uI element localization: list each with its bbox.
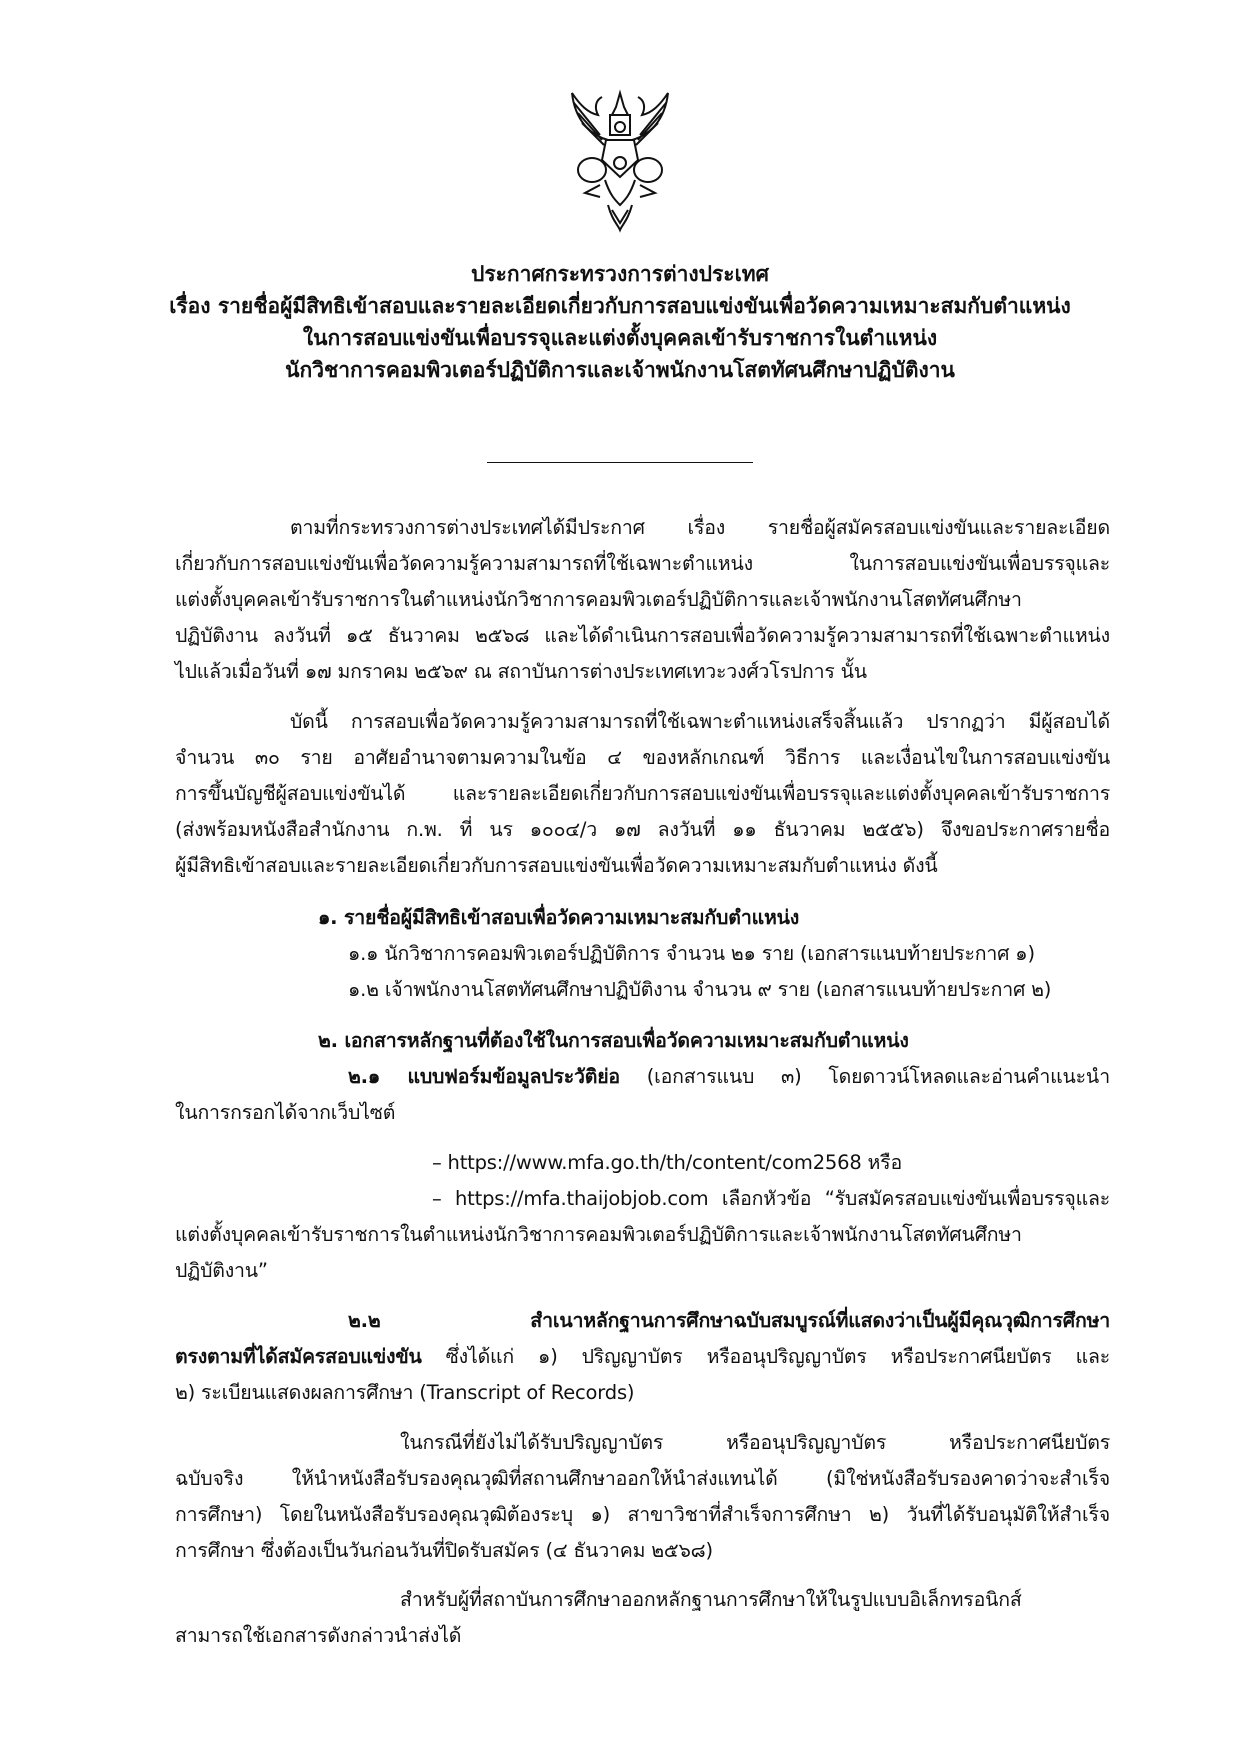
paragraph-line: สำหรับผู้ที่สถาบันการศึกษาออกหลักฐานการศึกษาให้ในรูปแบบอิเล็กทรอนิกส์: [400, 1588, 1022, 1611]
divider-rule: [487, 462, 753, 463]
paragraph-line: จำนวน ๓๐ ราย อาศัยอำนาจตามความในข้อ ๔ ของหลักเกณฑ์ วิธีการ และเงื่อนไขในการสอบแข่งขัน: [175, 746, 1110, 769]
paragraph-line: บัดนี้ การสอบเพื่อวัดความรู้ความสามารถที่ใช้เฉพาะตำแหน่งเสร็จสิ้นแล้ว ปรากฏว่า มีผู้สอบได้: [290, 710, 1110, 733]
link-thaijobjob[interactable]: – https://mfa.thaijobjob.com เลือกหัวข้อ “รับสมัครสอบแข่งขันเพื่อบรรจุและ: [432, 1187, 1110, 1210]
paragraph-line: ฉบับจริง ให้นำหนังสือรับรองคุณวุฒิที่สถานศึกษาออกให้นำส่งแทนได้ (มิใช่หนังสือรับรองคาดว่าจะสำเร็จ: [175, 1467, 1110, 1490]
section-2-item-1: [348, 1061, 1110, 1092]
emphasis-text: ตรงตามที่ได้สมัครสอบแข่งขัน: [175, 1345, 422, 1368]
link-mfa-content[interactable]: – https://www.mfa.go.th/th/content/com2568 หรือ: [432, 1151, 902, 1174]
section-2-item-2: ๒.๒ สำเนาหลักฐานการศึกษาฉบับสมบูรณ์ที่แสดงว่าเป็นผู้มีคุณวุฒิการศึกษา: [348, 1309, 1110, 1332]
section-1-item: ๑.๑ นักวิชาการคอมพิวเตอร์ปฏิบัติการ จำนวน ๒๑ ราย (เอกสารแนบท้ายประกาศ ๑): [348, 942, 1035, 965]
paragraph-line: ไปแล้วเมื่อวันที่ ๑๗ มกราคม ๒๕๖๙ ณ สถาบันการต่างประเทศเทวะวงศ์วโรปการ นั้น: [175, 660, 867, 683]
paragraph-line: ผู้มีสิทธิเข้าสอบและรายละเอียดเกี่ยวกับการสอบแข่งขันเพื่อวัดความเหมาะสมกับตำแหน่ง ดังนี้: [175, 854, 938, 877]
paragraph-line: แต่งตั้งบุคคลเข้ารับราชการในตำแหน่งนักวิชาการคอมพิวเตอร์ปฏิบัติการและเจ้าพนักงานโสตทัศนศึกษา: [175, 588, 1022, 611]
paragraph-line: สามารถใช้เอกสารดังกล่าวนำส่งได้: [175, 1624, 462, 1647]
item-title: ๒.๑ แบบฟอร์มข้อมูลประวัติย่อ: [348, 1065, 620, 1088]
paragraph-line: การศึกษา ซึ่งต้องเป็นวันก่อนวันที่ปิดรับสมัคร (๔ ธันวาคม ๒๕๖๘): [175, 1539, 713, 1562]
paragraph-line: การศึกษา) โดยในหนังสือรับรองคุณวุฒิต้องระบุ ๑) สาขาวิชาที่สำเร็จการศึกษา ๒) วันที่ได้รับอนุมัติให้สำเร็จ: [175, 1503, 1110, 1526]
paragraph-line: ตามที่กระทรวงการต่างประเทศได้มีประกาศ เรื่อง รายชื่อผู้สมัครสอบแข่งขันและรายละเอียด: [290, 516, 1110, 539]
subject-line: นักวิชาการคอมพิวเตอร์ปฏิบัติการและเจ้าพนักงานโสตทัศนศึกษาปฏิบัติงาน: [285, 358, 955, 382]
paragraph-line: [175, 1341, 1110, 1372]
subject-line: เรื่อง รายชื่อผู้มีสิทธิเข้าสอบและรายละเอียดเกี่ยวกับการสอบแข่งขันเพื่อวัดความเหมาะสมกับตำแหน่ง: [169, 294, 1071, 318]
paragraph-line: (ส่งพร้อมหนังสือสำนักงาน ก.พ. ที่ นร ๑๐๐๔/ว ๑๗ ลงวันที่ ๑๑ ธันวาคม ๒๕๕๖) จึงขอประกาศรายชื่อ: [175, 818, 1110, 841]
paragraph-line: ปฏิบัติงาน”: [175, 1259, 268, 1282]
plain-text: ซึ่งได้แก่ ๑) ปริญญาบัตร หรืออนุปริญญาบัตร หรือประกาศนียบัตร และ: [421, 1345, 1110, 1368]
paragraph-line: แต่งตั้งบุคคลเข้ารับราชการในตำแหน่งนักวิชาการคอมพิวเตอร์ปฏิบัติการและเจ้าพนักงานโสตทัศนศึกษา: [175, 1223, 1022, 1246]
item-text: (เอกสารแนบ ๓) โดยดาวน์โหลดและอ่านคำแนะนำ: [619, 1065, 1110, 1088]
paragraph-line: ในกรณีที่ยังไม่ได้รับปริญญาบัตร หรืออนุปริญญาบัตร หรือประกาศนียบัตร: [400, 1431, 1110, 1454]
paragraph-line: เกี่ยวกับการสอบแข่งขันเพื่อวัดความรู้ความสามารถที่ใช้เฉพาะตำแหน่ง ในการสอบแข่งขันเพื่อบรรจุและ: [175, 552, 1110, 575]
subject-line: ในการสอบแข่งขันเพื่อบรรจุและแต่งตั้งบุคคลเข้ารับราชการในตำแหน่ง: [302, 326, 938, 350]
garuda-emblem-icon: [560, 85, 680, 235]
title-line: ประกาศกระทรวงการต่างประเทศ: [471, 262, 769, 286]
paragraph-line: ในการกรอกได้จากเว็บไซต์: [175, 1101, 396, 1124]
paragraph-line: ๒) ระเบียนแสดงผลการศึกษา (Transcript of Records): [175, 1381, 635, 1404]
section-1-heading: ๑. รายชื่อผู้มีสิทธิเข้าสอบเพื่อวัดความเหมาะสมกับตำแหน่ง: [318, 906, 800, 929]
section-1-item: ๑.๒ เจ้าพนักงานโสตทัศนศึกษาปฏิบัติงาน จำนวน ๙ ราย (เอกสารแนบท้ายประกาศ ๒): [348, 978, 1052, 1001]
section-2-heading: ๒. เอกสารหลักฐานที่ต้องใช้ในการสอบเพื่อวัดความเหมาะสมกับตำแหน่ง: [318, 1029, 909, 1052]
paragraph-line: ปฏิบัติงาน ลงวันที่ ๑๕ ธันวาคม ๒๕๖๘ และได้ดำเนินการสอบเพื่อวัดความรู้ความสามารถที่ใช้เฉพาะตำแหน่ง: [175, 624, 1110, 647]
paragraph-line: การขึ้นบัญชีผู้สอบแข่งขันได้ และรายละเอียดเกี่ยวกับการสอบแข่งขันเพื่อบรรจุและแต่งตั้งบุคคลเข้ารับราชการ: [175, 782, 1110, 805]
